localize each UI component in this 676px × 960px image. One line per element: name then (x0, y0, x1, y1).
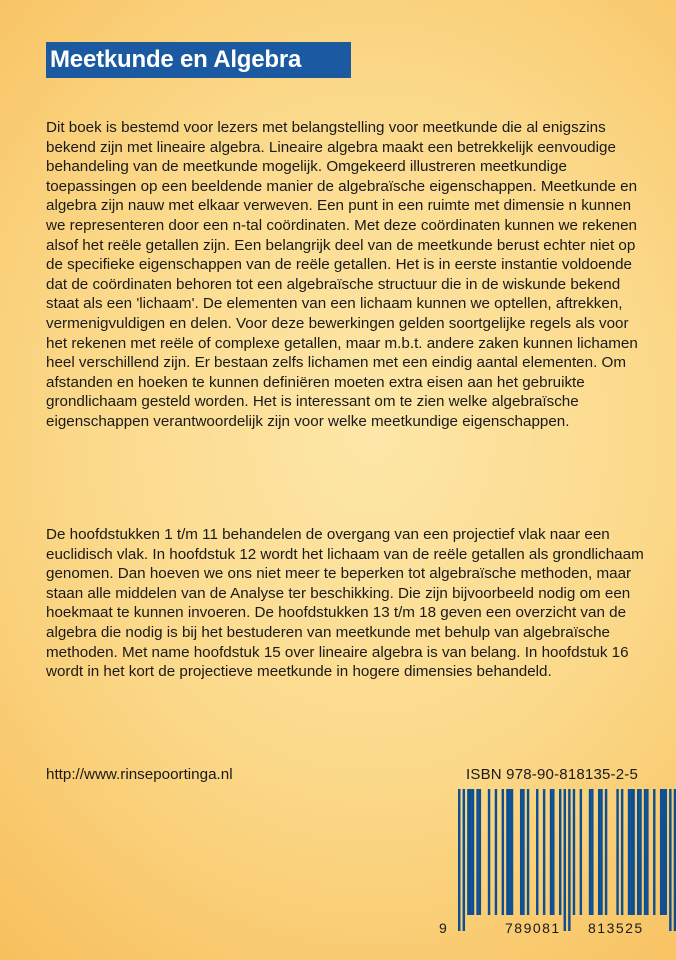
description-paragraph-1: Dit boek is bestemd voor lezers met belangstelling voor meetkunde die al enigszins bekend zijn met lineaire algebra. Lineaire algebra maakt een betrekkelijk eenvoudige behandeling van de meetkunde mogelijk. Omgekeerd illustreren meetkundige toepassingen op een beeldende manier de algebraïsche eigenschappen. Meetkunde en algebra zijn nauw met elkaar verweven. Een punt in een ruimte met dimensie n kunnen we representeren door een n-tal coördinaten. Met deze coördinaten kunnen we rekenen alsof het reële getallen zijn. Een belangrijk deel van de meetkunde berust echter niet op de specifieke eigenschappen van de reële getallen. Het is in eerste instantie voldoende dat de coördinaten behoren tot een algebraïsche structuur die in de wiskunde bekend staat als een 'lichaam'. De elementen van een lichaam kunnen we optellen, aftrekken, vermenigvuldigen en delen. Voor deze bewerkingen gelden soortgelijke regels als voor het rekenen met reële of complexe getallen, maar m.b.t. andere zaken kunnen lichamen heel verschillend zijn. Er bestaan zelfs lichamen met een eindig aantal elementen. Om afstanden en hoeken te kunnen definiëren moeten extra eisen aan het gebruikte grondlichaam gesteld worden. Het is interessant om te zien welke algebraïsche eigenschappen verantwoordelijk zijn voor welke meetkundige eigenschappen. (46, 119, 638, 430)
barcode-bar (573, 789, 575, 915)
barcode-bar (469, 789, 471, 915)
barcode-bar (662, 789, 664, 915)
barcode-bar (630, 789, 632, 915)
barcode-right-digits: 813525 (588, 920, 644, 936)
barcode-bar (598, 789, 600, 915)
barcode-bar (564, 789, 566, 931)
book-title: Meetkunde en Algebra (50, 46, 302, 73)
barcode-bar (472, 789, 474, 915)
barcode-bar (543, 789, 545, 915)
barcode-bar (660, 789, 662, 915)
barcode-bar (502, 789, 504, 915)
barcode-bar (527, 789, 529, 915)
barcode-bar (522, 789, 524, 915)
website-url[interactable]: http://www.rinsepoortinga.nl (46, 766, 233, 783)
barcode-bar (536, 789, 538, 915)
barcode-bar (479, 789, 481, 915)
barcode (458, 789, 676, 931)
isbn-label: ISBN 978-90-818135-2-5 (466, 766, 639, 783)
barcode-bar (616, 789, 618, 915)
barcode-bar (600, 789, 602, 915)
barcode-bar (665, 789, 667, 915)
barcode-bar (621, 789, 623, 915)
barcode-bar (628, 789, 630, 915)
barcode-bar (589, 789, 591, 915)
barcode-bar (591, 789, 593, 915)
barcode-bar (605, 789, 607, 915)
barcode-bar (559, 789, 561, 915)
barcode-left-digits: 789081 (505, 920, 561, 936)
barcode-bar (552, 789, 554, 915)
barcode-bar (476, 789, 478, 915)
barcode-bar (511, 789, 513, 915)
barcode-bar (550, 789, 552, 915)
barcode-bar (506, 789, 508, 915)
barcode-bar (637, 789, 639, 915)
barcode-bar (669, 789, 671, 931)
barcode-bar (639, 789, 641, 915)
barcode-bar (488, 789, 490, 915)
barcode-first-digit: 9 (439, 920, 449, 936)
barcode-bar (653, 789, 655, 915)
description-paragraph-2: De hoofdstukken 1 t/m 11 behandelen de overgang van een projectief vlak naar een euclidisch vlak. In hoofdstuk 12 wordt het lichaam van de reële getallen als grondlichaam genomen. Dan hoeven we ons niet meer te beperken tot algebraïsche methoden, maar staan alle middelen van de Analyse ter beschikking. Die zijn bijvoorbeeld nodig om een hoekmaat te kunnen invoeren. De hoofdstukken 13 t/m 18 geven een overzicht van de algebra die nodig is bij het bestuderen van meetkunde met behulp van algebraïsche methoden. Met name hoofdstuk 15 over lineaire algebra is van belang. In hoofdstuk 16 wordt in het kort de projectieve meetkunde in hogere dimensies behandeld. (46, 526, 644, 681)
title-banner (46, 42, 351, 78)
barcode-bar (568, 789, 570, 931)
barcode-bar (463, 789, 465, 931)
barcode-bar (458, 789, 460, 931)
barcode-bar (520, 789, 522, 915)
barcode-bar (467, 789, 469, 915)
barcode-bar (644, 789, 646, 915)
barcode-bar (632, 789, 634, 915)
barcode-bar (508, 789, 510, 915)
barcode-bar (646, 789, 648, 915)
barcode-bar (495, 789, 497, 915)
barcode-bar (580, 789, 582, 915)
